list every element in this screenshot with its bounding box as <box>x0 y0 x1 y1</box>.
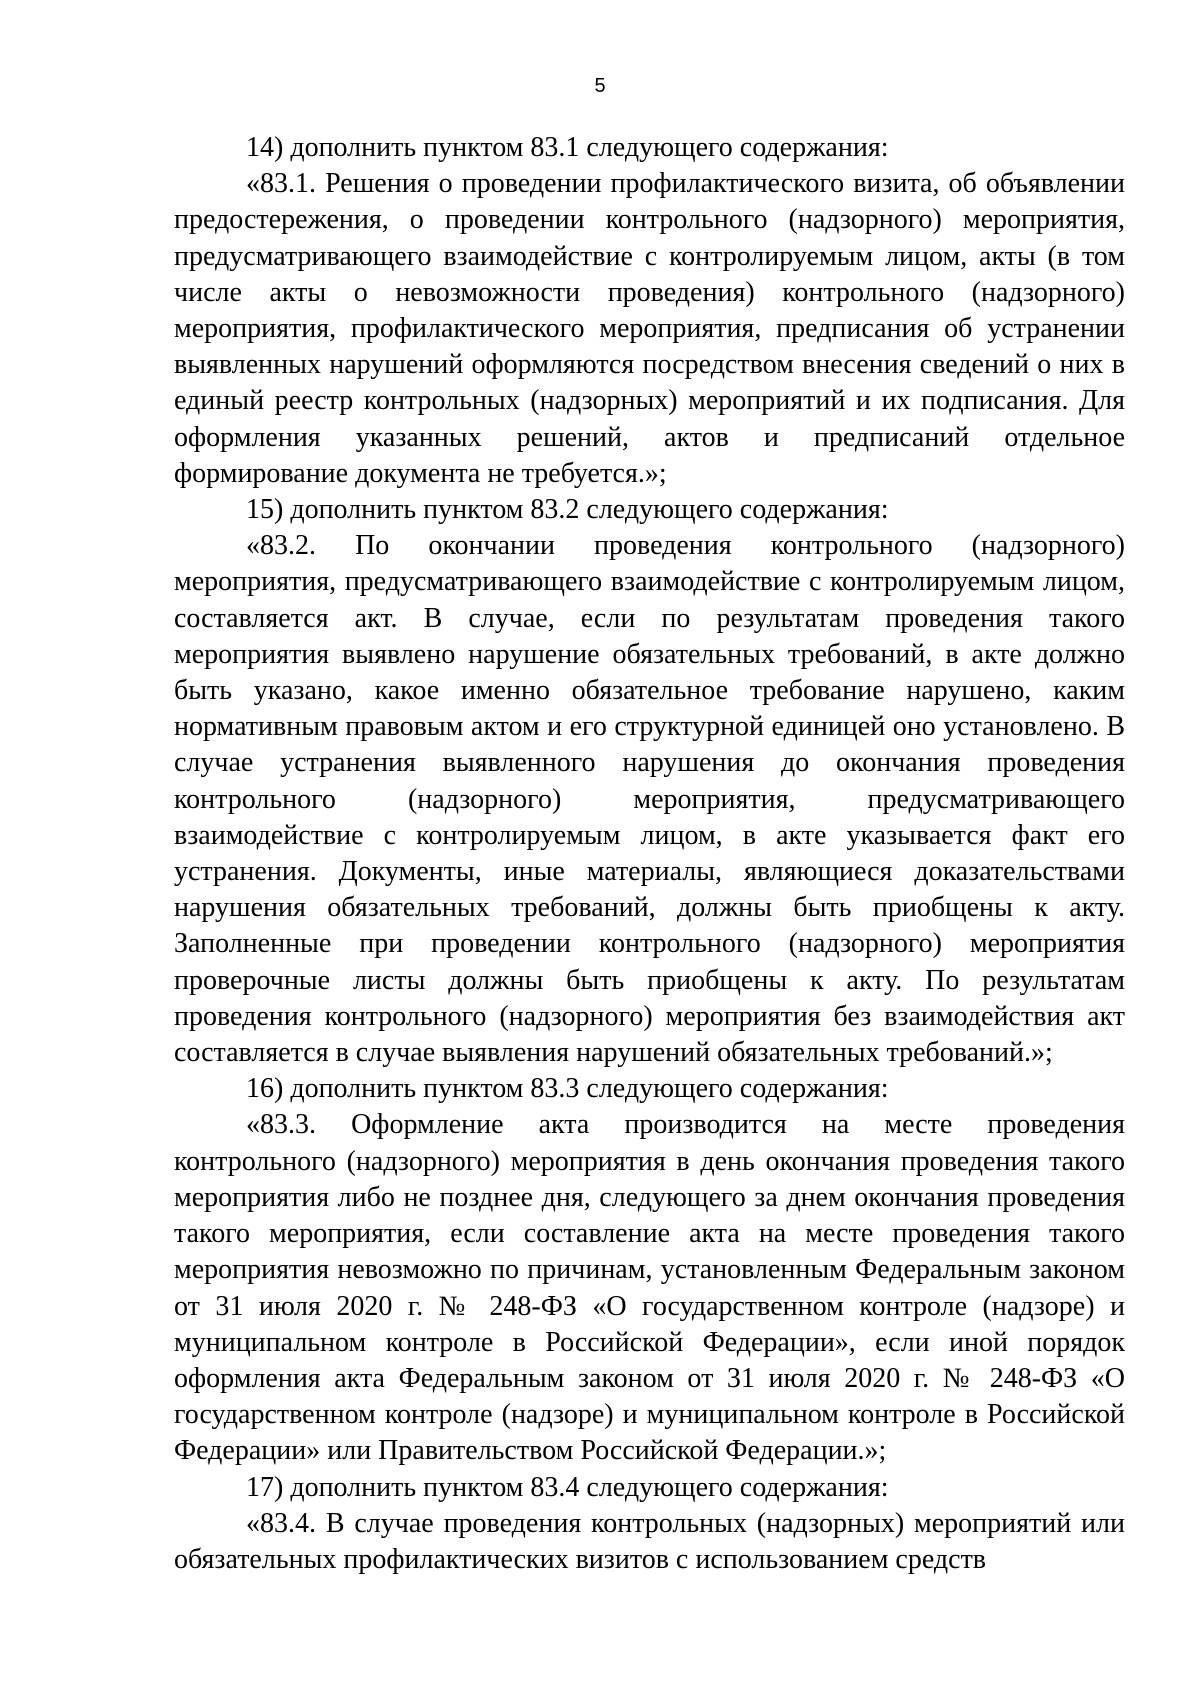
paragraph-item-17: 17) дополнить пунктом 83.4 следующего содержания: <box>246 1471 889 1503</box>
paragraph-83-4-text: «83.4. В случае проведения контрольных (надзорных) мероприятий или обязательных профилактических визитов с использованием средств <box>174 1507 1125 1575</box>
paragraph-item-16: 16) дополнить пунктом 83.3 следующего содержания: <box>246 1073 889 1105</box>
document-body <box>174 130 1125 1578</box>
paragraph-83-1-text: «83.1. Решения о проведении профилактического визита, об объявлении предостережения, о проведении контрольного (надзорного) мероприятия, предусматривающего взаимодействие с контролируемым лицом, акты (в том числе акты о невозможности проведения) контрольного (надзорного) мероприятия, профилактического мероприятия, предписания об устранении выявленных нарушений оформляются посредством внесения сведений о них в единый реестр контрольных (надзорных) мероприятий и их подписания. Для оформления указанных решений, актов и предписаний отдельное формирование документа не требуется.»; <box>174 168 1125 489</box>
page-number: 5 <box>594 75 606 97</box>
paragraph-83-2-text: «83.2. По окончании проведения контрольного (надзорного) мероприятия, предусматривающего взаимодействие с контролируемым лицом, составляется акт. В случае, если по результатам проведения такого мероприятия выявлено нарушение обязательных требований, в акте должно быть указано, какое именно обязательное требование нарушено, каким нормативным правовым актом и его структурной единицей оно установлено. В случае устранения выявленного нарушения до окончания проведения контрольного (надзорного) мероприятия, предусматривающего взаимодействие с контролируемым лицом, в акте указывается факт его устранения. Документы, иные материалы, являющиеся доказательствами нарушения обязательных требований, должны быть приобщены к акту. Заполненные при проведении контрольного (надзорного) мероприятия проверочные листы должны быть приобщены к акту. По результатам проведения контрольного (надзорного) мероприятия без взаимодействия акт составляется в случае выявления нарушений обязательных требований.»; <box>174 530 1125 1069</box>
paragraph-83-3-text: «83.3. Оформление акта производится на месте проведения контрольного (надзорного) мероприятия в день окончания проведения такого мероприятия либо не позднее дня, следующего за днем окончания проведения такого мероприятия, если составление акта на месте проведения такого мероприятия невозможно по причинам, установленным Федеральным законом от 31 июля 2020 г. № 248-ФЗ «О государственном контроле (надзоре) и муниципальном контроле в Российской Федерации», если иной порядок оформления акта Федеральным законом от 31 июля 2020 г. № 248-ФЗ «О государственном контроле (надзоре) и муниципальном контроле в Российской Федерации» или Правительством Российской Федерации.»; <box>174 1109 1125 1467</box>
paragraph-item-14: 14) дополнить пунктом 83.1 следующего содержания: <box>246 132 889 163</box>
paragraph-item-15: 15) дополнить пунктом 83.2 следующего содержания: <box>246 494 889 526</box>
